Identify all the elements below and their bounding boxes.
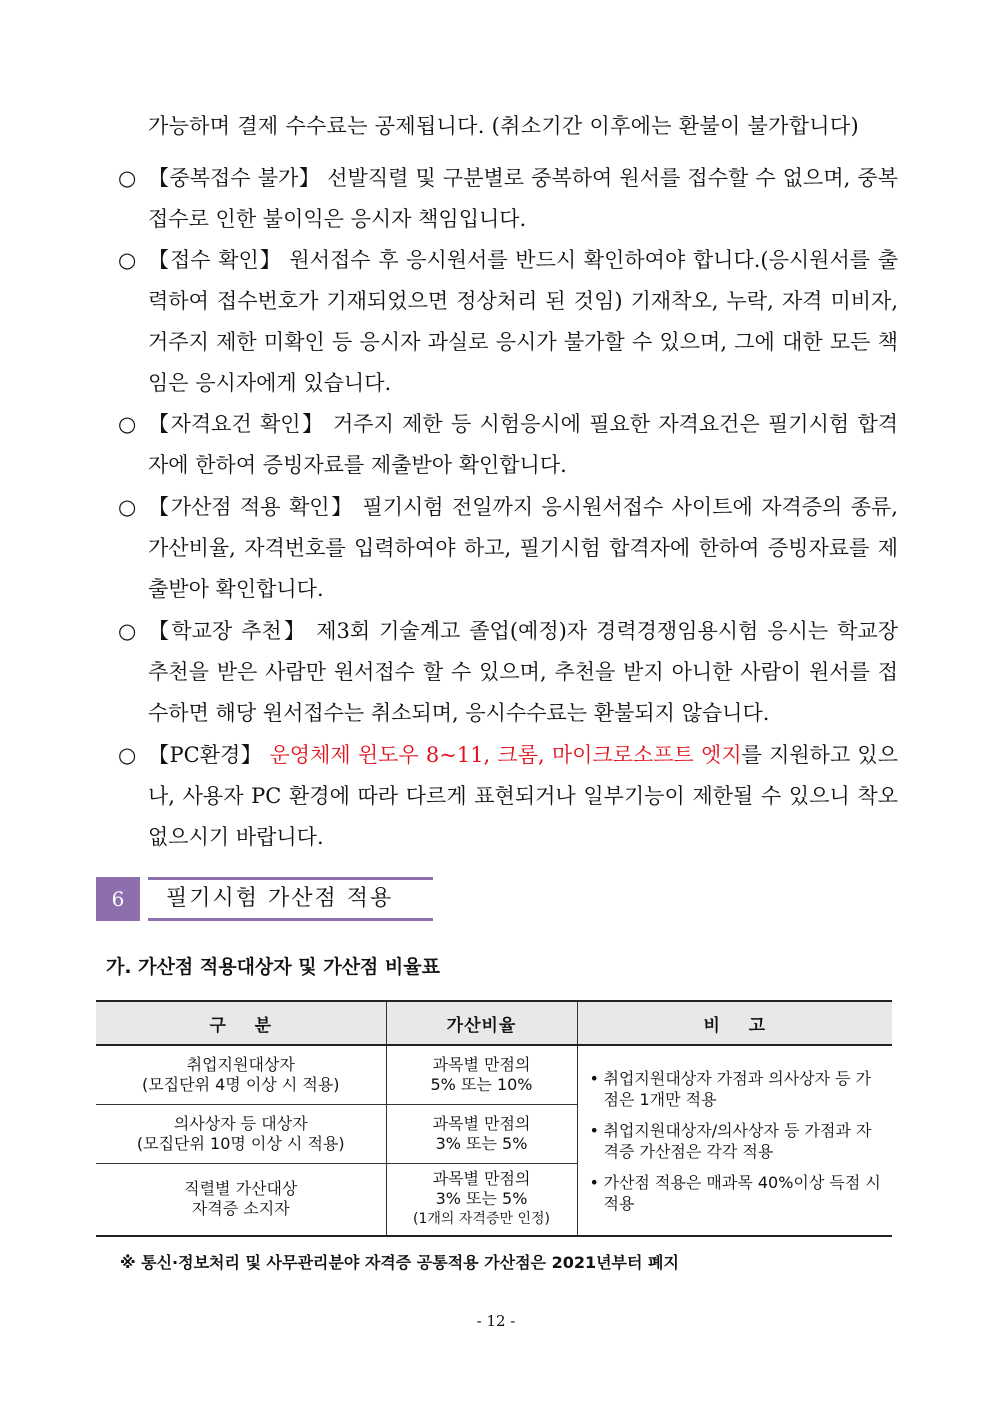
circle-bullet-icon: ○ [118,412,137,436]
table-header-row [96,1001,892,1045]
category-cell: 의사상자 등 대상자 (모집단위 10명 이상 시 적용) [96,1104,386,1163]
continuation-text: 가능하며 결제 수수료는 공제됩니다. (취소기간 이후에는 환불이 불가합니다) [148,114,859,138]
page-number: - 12 - [476,1312,516,1330]
header-category: 구 분 [96,1001,386,1045]
bonus-table [96,1000,892,1237]
list-item-bonus [118,487,898,610]
circle-bullet-icon: ○ [118,248,137,272]
pc-highlight: 운영체제 윈도우 8~11, 크롬, 마이크로소프트 엣지 [269,743,742,767]
pc-label: 【PC환경】 [148,743,263,767]
list-item-text: 【가산점 적용 확인】 필기시험 전일까지 응시원서접수 사이트에 자격증의 종류, 가산비율, 자격번호를 입력하여야 하고, 필기시험 합격자에 한하여 증빙자료를 제출받아 확인합니다. [148,495,898,601]
list-item-text: 【학교장 추천】 제3회 기술계고 졸업(예정)자 경력경쟁임용시험 응시는 학교장 추천을 받은 사람만 원서접수 할 수 있으며, 추천을 받지 아니한 사람이 원서를 접수하면 해당 원서접수는 취소되며, 응시수수료는 환불되지 않습니다. [148,619,898,725]
category-cell: 직렬별 가산대상 자격증 소지자 [96,1163,386,1236]
remark-item: • 취업지원대상자/의사상자 등 가점과 자격증 가산점은 각각 적용 [588,1120,885,1162]
rate-cell: 과목별 만점의 3% 또는 5% (1개의 자격증만 인정) [386,1163,577,1236]
rate-cell: 과목별 만점의 3% 또는 5% [386,1104,577,1163]
section-title: 필기시험 가산점 적용 [148,877,433,921]
header-rate: 가산비율 [386,1001,577,1045]
list-item-text: 【접수 확인】 원서접수 후 응시원서를 반드시 확인하여야 합니다.(응시원서를 출력하여 접수번호가 기재되었으면 정상처리 된 것임) 기재착오, 누락, 자격 미비자, 거주지 제한 미확인 등 응시자 과실로 응시가 불가할 수 있으며, 그에 대한 모든 책임은 응시자에게 있습니다. [148,248,898,395]
remark-item: • 취업지원대상자 가점과 의사상자 등 가점은 1개만 적용 [588,1068,885,1110]
list-item-text: 【자격요건 확인】 거주지 제한 등 시험응시에 필요한 자격요건은 필기시험 합격자에 한하여 증빙자료를 제출받아 확인합니다. [148,412,898,477]
list-item-pc [118,735,898,858]
header-remark: 비 고 [577,1001,892,1045]
category-cell: 취업지원대상자 (모집단위 4명 이상 시 적용) [96,1045,386,1104]
remark-item: • 가산점 적용은 매과목 40%이상 득점 시 적용 [588,1172,885,1214]
list-item-text: 【중복접수 불가】 선발직렬 및 구분별로 중복하여 원서를 접수할 수 없으며, 중복접수로 인한 불이익은 응시자 책임입니다. [148,166,898,231]
circle-bullet-icon: ○ [118,743,137,767]
list-item-confirm [118,240,898,404]
pc-rest: 를 지원하고 있으나, 사용자 PC 환경에 따라 다르게 표현되거나 일부기능이 제한될 수 있으니 착오 없으시기 바랍니다. [148,743,898,849]
footnote: ※ 통신·정보처리 및 사무관리분야 자격증 공통적용 가산점은 2021년부터 폐지 [120,1253,679,1272]
section-number: 6 [96,877,140,921]
remarks-cell [577,1045,892,1236]
circle-bullet-icon: ○ [118,495,137,519]
subheading: 가. 가산점 적용대상자 및 가산점 비율표 [106,956,440,978]
circle-bullet-icon: ○ [118,166,137,190]
table-row [96,1045,892,1104]
rate-cell: 과목별 만점의 5% 또는 10% [386,1045,577,1104]
list-item-duplicate [118,158,898,240]
circle-bullet-icon: ○ [118,619,137,643]
list-item-qualification [118,404,898,486]
list-item-principal [118,611,898,734]
